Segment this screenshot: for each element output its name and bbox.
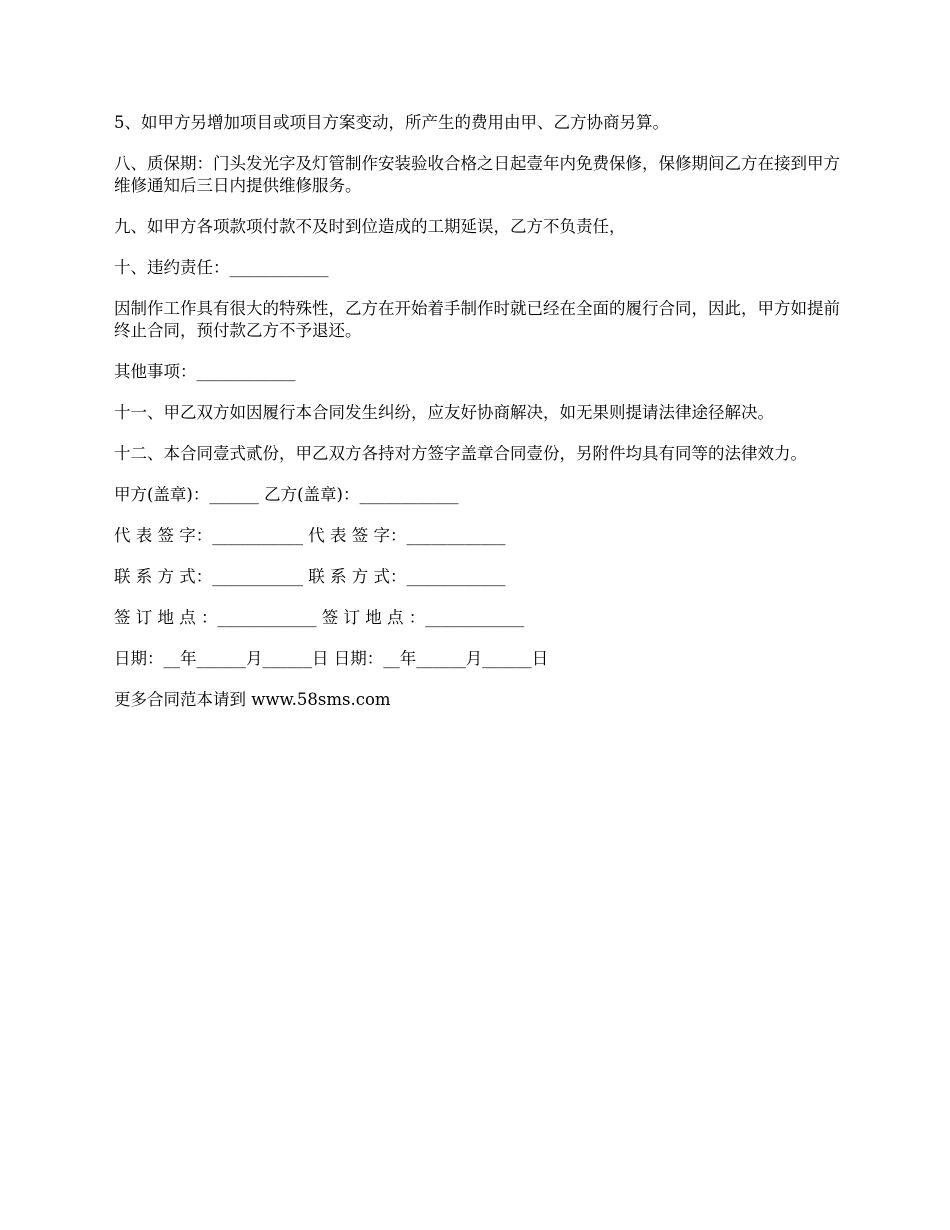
- other-matters: 其他事项：____________: [114, 362, 296, 381]
- contact-method-line: 联 系 方 式：___________ 联 系 方 式：____________: [114, 567, 506, 586]
- document-page: [114, 112, 854, 730]
- date-line: 日期：__年______月______日 日期：__年______月______日: [114, 649, 549, 668]
- early-termination-note: 因制作工作具有很大的特殊性，乙方在开始着手制作时就已经在全面的履行合同，因此，甲方如提前终止合同，预付款乙方不予退还。: [114, 299, 840, 340]
- clause-9-payment-delay: 九、如甲方各项款项付款不及时到位造成的工期延误，乙方不负责任，: [114, 217, 626, 236]
- signature-seal-line: 甲方(盖章)：______ 乙方(盖章)：____________: [114, 485, 459, 504]
- clause-5-extra-items: 5、如甲方另增加项目或项目方案变动，所产生的费用由甲、乙方协商另算。: [114, 113, 669, 132]
- footer-website-note: 更多合同范本请到 www.58sms.com: [114, 690, 391, 709]
- clause-12-copies: 十二、本合同壹式贰份，甲乙双方各持对方签字盖章合同壹份，另附件均具有同等的法律效力。: [114, 444, 807, 463]
- representative-signature-line: 代 表 签 字：___________ 代 表 签 字：____________: [114, 526, 506, 545]
- signing-location-line: 签 订 地 点 ：____________ 签 订 地 点 ：____________: [114, 608, 525, 627]
- clause-10-breach-liability: 十、违约责任：____________: [114, 258, 329, 277]
- clause-11-disputes: 十一、甲乙双方如因履行本合同发生纠纷，应友好协商解决，如无果则提请法律途径解决。: [114, 403, 774, 422]
- clause-8-warranty: 八、质保期：门头发光字及灯管制作安装验收合格之日起壹年内免费保修，保修期间乙方在接到甲方维修通知后三日内提供维修服务。: [114, 154, 840, 195]
